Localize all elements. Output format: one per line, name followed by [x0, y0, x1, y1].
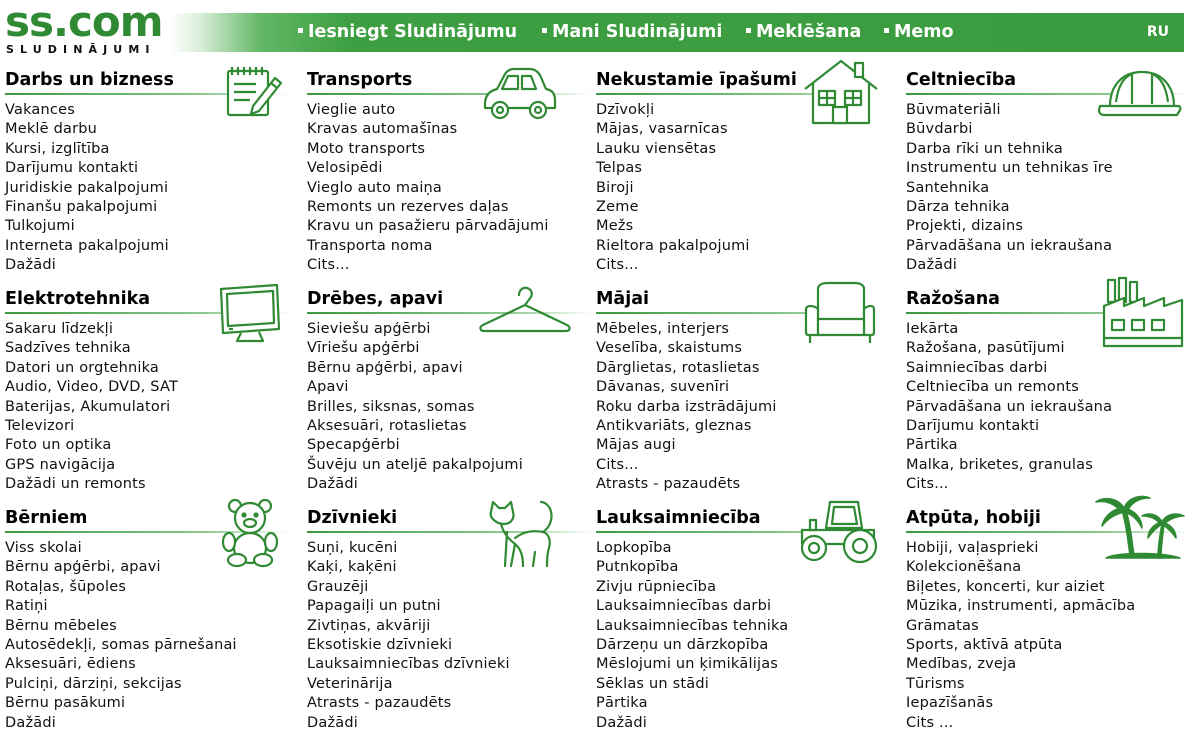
- list-item[interactable]: Remonts un rezerves daļas: [307, 198, 509, 215]
- category-list: [307, 320, 523, 495]
- list-item[interactable]: Putnkopība: [596, 559, 679, 576]
- list-item[interactable]: Grāmatas: [906, 617, 979, 634]
- list-item[interactable]: Brilles, siksnas, somas: [307, 398, 475, 415]
- category-celtnieciba: [906, 60, 1196, 274]
- list-item[interactable]: Bērnu apģērbi, apavi: [307, 359, 463, 376]
- category-list: [596, 539, 788, 733]
- list-item[interactable]: Pulciņi, dārziņi, sekcijas: [5, 675, 182, 692]
- list-item[interactable]: Biroji: [596, 179, 634, 196]
- list-item[interactable]: Cits...: [596, 257, 639, 274]
- list-item[interactable]: Veterinārija: [307, 675, 393, 692]
- list-item[interactable]: Dārzeņu un dārzkopība: [596, 636, 769, 653]
- list-item[interactable]: Lauksaimniecības dzīvnieki: [307, 656, 510, 673]
- nav-search[interactable]: [746, 13, 861, 52]
- list-item[interactable]: Kursi, izglītība: [5, 140, 110, 157]
- list-item[interactable]: Meklē darbu: [5, 121, 98, 138]
- armchair-icon: [802, 279, 876, 347]
- category-majai: [596, 279, 886, 493]
- list-item[interactable]: Moto transports: [307, 140, 426, 157]
- list-item[interactable]: Mežs: [596, 218, 634, 235]
- list-item[interactable]: Rotaļas, šūpoles: [5, 578, 127, 595]
- list-item[interactable]: Aksesuāri, rotaslietas: [307, 417, 467, 434]
- bullet-icon: [884, 28, 889, 33]
- category-title[interactable]: Transports: [307, 70, 413, 90]
- list-item[interactable]: Ražošana, pasūtījumi: [906, 340, 1065, 357]
- list-item[interactable]: Mūzika, instrumenti, apmācība: [906, 598, 1136, 615]
- list-item[interactable]: Lauksaimniecības darbi: [596, 598, 772, 615]
- category-list: [5, 101, 169, 276]
- house-icon: [801, 57, 881, 127]
- list-item[interactable]: Dažādi: [307, 714, 358, 731]
- list-item[interactable]: Papagaiļi un putni: [307, 598, 441, 615]
- category-berniem: [5, 498, 295, 731]
- list-item[interactable]: Būvdarbi: [906, 121, 973, 138]
- nav-label: Iesniegt Sludinājumu: [308, 22, 518, 42]
- list-item[interactable]: Mājas augi: [596, 437, 676, 454]
- category-drebes: [307, 279, 597, 493]
- list-item[interactable]: Transporta noma: [307, 237, 433, 254]
- list-item[interactable]: Sieviešu apģērbi: [307, 321, 431, 337]
- list-item[interactable]: Sadzīves tehnika: [5, 340, 131, 357]
- category-atputa: [906, 498, 1196, 731]
- list-item[interactable]: Apavi: [307, 379, 349, 396]
- category-list: [307, 101, 549, 276]
- list-item[interactable]: Sports, aktīvā atpūta: [906, 636, 1063, 653]
- list-item[interactable]: Zeme: [596, 198, 639, 215]
- logo-text: ss.com: [5, 0, 163, 46]
- list-item[interactable]: Pārtika: [596, 695, 648, 712]
- list-item[interactable]: Mēslojumi un ķimikālijas: [596, 656, 779, 673]
- category-list: [906, 539, 1135, 733]
- category-list: [596, 101, 750, 276]
- list-item[interactable]: Saimniecības darbi: [906, 359, 1048, 376]
- list-item[interactable]: Ratiņi: [5, 598, 48, 615]
- list-item[interactable]: Sakaru līdzekļi: [5, 321, 114, 337]
- nav-label: Meklēšana: [756, 22, 862, 42]
- bullet-icon: [746, 28, 751, 33]
- nav-submit-ad[interactable]: [298, 13, 517, 52]
- list-item[interactable]: Juridiskie pakalpojumi: [5, 179, 169, 196]
- list-item[interactable]: Mājas, vasarnīcas: [596, 121, 728, 138]
- category-title[interactable]: Elektrotehnika: [5, 289, 151, 309]
- list-item[interactable]: Dažādi: [5, 257, 56, 274]
- list-item[interactable]: Vieglo auto maiņa: [307, 179, 443, 196]
- list-item[interactable]: Foto un optika: [5, 437, 112, 454]
- category-title[interactable]: Atpūta, hobiji: [906, 508, 1041, 528]
- list-item[interactable]: Dažādi: [596, 714, 647, 731]
- list-item[interactable]: Atrasts - pazaudēts: [596, 476, 741, 493]
- nav-label: Mani Sludinājumi: [552, 22, 723, 42]
- monitor-icon: [215, 281, 283, 345]
- list-item[interactable]: Dažādi un remonts: [5, 476, 146, 493]
- list-item[interactable]: Medības, zveja: [906, 656, 1017, 673]
- list-item[interactable]: Suņi, kucēni: [307, 540, 398, 556]
- list-item[interactable]: Iepazīšanās: [906, 695, 994, 712]
- list-item[interactable]: Šuvēju un ateljē pakalpojumi: [307, 456, 523, 473]
- list-item[interactable]: Dažādi: [5, 714, 56, 731]
- tractor-icon: [796, 498, 882, 564]
- list-item[interactable]: Cits...: [307, 257, 350, 274]
- site-logo[interactable]: [5, 0, 175, 57]
- list-item[interactable]: Autosēdekļi, somas pārnešanai: [5, 636, 237, 653]
- list-item[interactable]: Cits...: [906, 476, 949, 493]
- list-item[interactable]: Cits...: [596, 456, 639, 473]
- category-title[interactable]: Dzīvnieki: [307, 508, 398, 528]
- list-item[interactable]: Kravu un pasažieru pārvadājumi: [307, 218, 549, 235]
- list-item[interactable]: Roku darba izstrādājumi: [596, 398, 777, 415]
- nav-my-ads[interactable]: [542, 13, 722, 52]
- nav-memo[interactable]: [884, 13, 954, 52]
- list-item[interactable]: Viss skolai: [5, 540, 82, 556]
- list-item[interactable]: Pārvadāšana un iekraušana: [906, 237, 1113, 254]
- category-nekustamie: [596, 60, 886, 274]
- list-item[interactable]: Dārza tehnika: [906, 198, 1010, 215]
- list-item[interactable]: Pārtika: [906, 437, 958, 454]
- language-switch[interactable]: RU: [1146, 24, 1169, 40]
- list-item[interactable]: Instrumentu un tehnikas īre: [906, 160, 1113, 177]
- list-item[interactable]: Celtniecība un remonts: [906, 379, 1079, 396]
- list-item[interactable]: Interneta pakalpojumi: [5, 237, 169, 254]
- category-title[interactable]: Nekustamie īpašumi: [596, 70, 797, 90]
- list-item[interactable]: Dāvanas, suvenīri: [596, 379, 730, 396]
- list-item[interactable]: Dārglietas, rotaslietas: [596, 359, 760, 376]
- list-item[interactable]: Dažādi: [906, 257, 957, 274]
- list-item[interactable]: GPS navigācija: [5, 456, 116, 473]
- list-item[interactable]: Darba rīki un tehnika: [906, 140, 1063, 157]
- list-item[interactable]: Baterijas, Akumulatori: [5, 398, 171, 415]
- list-item[interactable]: Lauksaimniecības tehnika: [596, 617, 789, 634]
- list-item[interactable]: Dzīvokļi: [596, 102, 655, 118]
- list-item[interactable]: Eksotiskie dzīvnieki: [307, 636, 453, 653]
- category-title[interactable]: Mājai: [596, 289, 650, 309]
- list-item[interactable]: Veselība, skaistums: [596, 340, 743, 357]
- list-item[interactable]: Hobiji, vaļasprieki: [906, 540, 1039, 556]
- category-title[interactable]: Drēbes, apavi: [307, 289, 444, 309]
- list-item[interactable]: Lopkopība: [596, 540, 672, 556]
- list-item[interactable]: Televizori: [5, 417, 75, 434]
- nav-label: Memo: [894, 22, 954, 42]
- list-item[interactable]: Specapģērbi: [307, 437, 400, 454]
- category-elektrotehnika: [5, 279, 295, 493]
- category-title[interactable]: Darbs un bizness: [5, 70, 174, 90]
- category-list: [906, 101, 1113, 276]
- category-darbs: [5, 60, 295, 274]
- category-list: [596, 320, 777, 495]
- list-item[interactable]: Audio, Video, DVD, SAT: [5, 379, 179, 396]
- list-item[interactable]: Vakances: [5, 102, 75, 118]
- list-item[interactable]: Projekti, dizains: [906, 218, 1024, 235]
- list-item[interactable]: Grauzēji: [307, 578, 369, 595]
- logo-subtitle: SLUDINĀJUMI: [6, 43, 156, 56]
- list-item[interactable]: Rieltora pakalpojumi: [596, 237, 750, 254]
- list-item[interactable]: Būvmateriāli: [906, 102, 1001, 118]
- list-item[interactable]: Antikvariāts, gleznas: [596, 417, 752, 434]
- list-item[interactable]: Kaķi, kaķēni: [307, 559, 397, 576]
- category-list: [5, 320, 178, 495]
- category-razosana: [906, 279, 1196, 493]
- list-item[interactable]: Tulkojumi: [5, 218, 75, 235]
- list-item[interactable]: Darījumu kontakti: [5, 160, 139, 177]
- list-item[interactable]: Cits ...: [906, 714, 954, 731]
- category-title[interactable]: Lauksaimniecība: [596, 508, 761, 528]
- list-item[interactable]: Malka, briketes, granulas: [906, 456, 1093, 473]
- list-item[interactable]: Bērnu pasākumi: [5, 695, 126, 712]
- list-item[interactable]: Dažādi: [307, 476, 358, 493]
- category-title[interactable]: Ražošana: [906, 289, 1000, 309]
- list-item[interactable]: Aksesuāri, ēdiens: [5, 656, 136, 673]
- list-item[interactable]: Bērnu mēbeles: [5, 617, 117, 634]
- category-title[interactable]: Bērniem: [5, 508, 88, 528]
- list-item[interactable]: Vīriešu apģērbi: [307, 340, 420, 357]
- list-item[interactable]: Zivju rūpniecība: [596, 578, 717, 595]
- category-lauksaimnieciba: [596, 498, 886, 731]
- list-item[interactable]: Biļetes, koncerti, kur aiziet: [906, 578, 1105, 595]
- list-item[interactable]: Datori un orgtehnika: [5, 359, 160, 376]
- list-item[interactable]: Telpas: [596, 160, 643, 177]
- list-item[interactable]: Zivtiņas, akvāriji: [307, 617, 431, 634]
- category-list: [307, 539, 510, 733]
- list-item[interactable]: Vieglie auto: [307, 102, 396, 118]
- category-dzivnieki: [307, 498, 597, 731]
- category-list: [906, 320, 1112, 495]
- list-item[interactable]: Iekārta: [906, 321, 959, 337]
- category-list: [5, 539, 237, 733]
- list-item[interactable]: Finanšu pakalpojumi: [5, 198, 158, 215]
- bullet-icon: [542, 28, 547, 33]
- notepad-pencil-icon: [223, 62, 285, 118]
- list-item[interactable]: Tūrisms: [906, 675, 965, 692]
- list-item[interactable]: Velosipēdi: [307, 160, 383, 177]
- list-item[interactable]: Santehnika: [906, 179, 990, 196]
- site-header: [0, 0, 1200, 56]
- list-item[interactable]: Kolekcionēšana: [906, 559, 1022, 576]
- list-item[interactable]: Darījumu kontakti: [906, 417, 1040, 434]
- list-item[interactable]: Mēbeles, interjers: [596, 321, 730, 337]
- list-item[interactable]: Sēklas un stādi: [596, 675, 709, 692]
- main-nav: [170, 13, 1184, 52]
- list-item[interactable]: Pārvadāšana un iekraušana: [906, 398, 1113, 415]
- factory-icon: [1100, 276, 1186, 348]
- category-title[interactable]: Celtniecība: [906, 70, 1017, 90]
- list-item[interactable]: Atrasts - pazaudēts: [307, 695, 452, 712]
- category-transports: [307, 60, 597, 274]
- list-item[interactable]: Lauku viensētas: [596, 140, 717, 157]
- list-item[interactable]: Kravas automašīnas: [307, 121, 458, 138]
- bullet-icon: [298, 28, 303, 33]
- list-item[interactable]: Bērnu apģērbi, apavi: [5, 559, 161, 576]
